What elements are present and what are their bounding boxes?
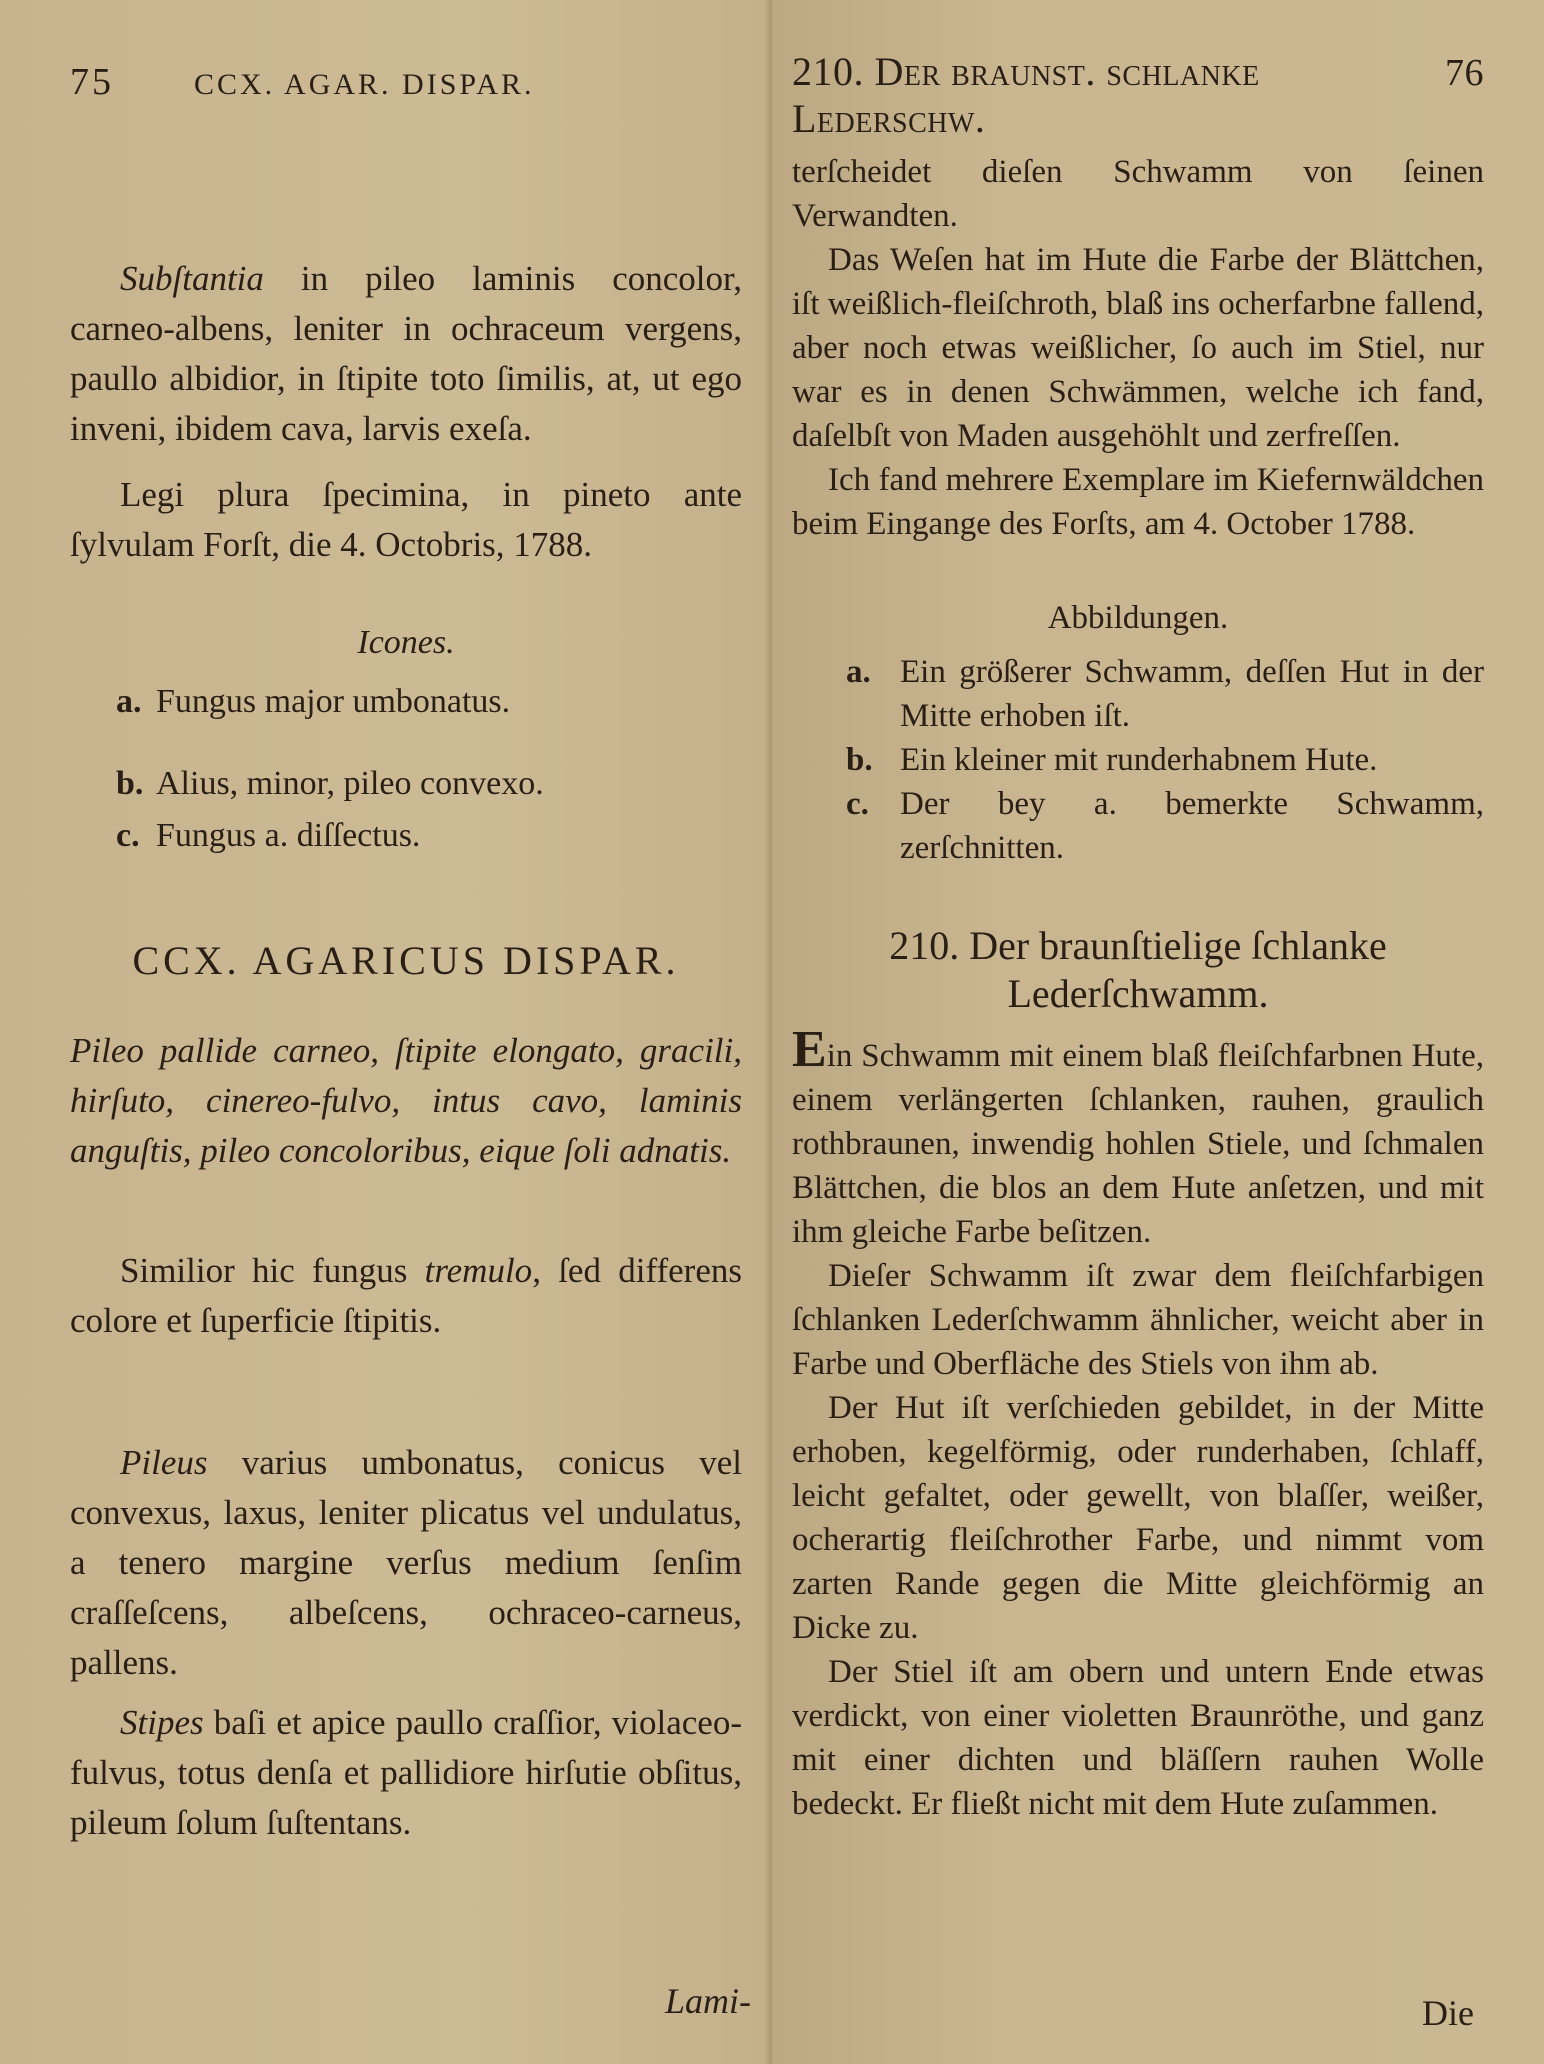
stipes-term: Stipes [120, 1703, 204, 1742]
right-catchword: Die [1422, 1993, 1474, 2033]
right-section-title: 210. Der braunſtielige ſchlanke Lederſchwamm. [889, 923, 1387, 1016]
abbildungen-letter: a. [846, 654, 871, 690]
abbildungen-text: Der bey a. bemerkte Schwamm, zerſchnitten. [900, 786, 1484, 866]
pileus-paragraph [70, 1438, 742, 1688]
icones-list [70, 676, 742, 862]
icones-letter: a. [116, 683, 142, 720]
similior-term: tremulo [424, 1251, 533, 1290]
icones-item [116, 810, 742, 862]
icones-title: Icones. [357, 624, 455, 661]
abbildungen-letter: c. [846, 786, 869, 822]
intro-continuation: terſcheidet dieſen Schwamm von ſeinen Verwandten. [792, 154, 1484, 234]
left-running-head: CCX. AGAR. DISPAR. [194, 68, 535, 101]
stiel-paragraph: Der Stiel iſt am obern und untern Ende etwas verdickt, von einer violetten Braunröthe, und ganz mit einer dichten und bläſſern rauhen Wolle bedeckt. Er fließt nicht mit dem Hute zuſammen. [792, 1654, 1484, 1822]
icones-text: Alius, minor, pileo convexo. [156, 765, 544, 802]
left-page-number: 75 [70, 61, 114, 103]
right-page-number: 76 [1445, 52, 1484, 94]
right-running-header [792, 48, 1484, 142]
drop-initial: E [792, 1021, 827, 1078]
stipes-paragraph [70, 1698, 742, 1848]
diagnosis-paragraph: Pileo pallide carneo, ſtipite elongato, gracili, hirſuto, cinereo-fulvo, intus cavo, laminis anguſtis, pileo concoloribus, eique ſoli adnatis. [70, 1031, 742, 1170]
similior-post: , ſed differens colore et ſuperficie ſtipitis. [70, 1251, 742, 1340]
description-paragraph [792, 1021, 1484, 1254]
abbildungen-item [846, 738, 1484, 782]
similior-paragraph [70, 1246, 742, 1346]
icones-text: Fungus major umbonatus. [156, 683, 511, 720]
icones-item [116, 758, 742, 810]
abbildungen-letter: b. [846, 742, 873, 778]
substantia-paragraph [70, 254, 742, 454]
fand-paragraph: Ich fand mehrere Exemplare im Kiefernwäldchen beim Eingange des Forſts, am 4. October 1788. [792, 462, 1484, 542]
substantia-text: in pileo laminis concolor, carneo-albens, leniter in ochraceum vergens, paullo albidior, in ſtipite toto ſimilis, at, ut ego inveni, ibidem cava, larvis exeſa. [70, 259, 742, 448]
hut-paragraph: Der Hut iſt verſchieden gebildet, in der Mitte erhoben, kegelförmig, oder runderhaben, ſchlaff, leicht gefaltet, oder gewellt, von blaſſer, weißer, ocherartig fleiſchrother Farbe, und nimmt vom zarten Rande gegen die Mitte gleichförmig an Dicke zu. [792, 1390, 1484, 1646]
icones-letter: b. [116, 765, 144, 802]
left-running-header [70, 60, 742, 104]
abbildungen-title: Abbildungen. [1047, 600, 1229, 636]
right-running-head: 210. Der braunſt. ſchlanke Lederſchw. [792, 49, 1260, 141]
abbildungen-list [792, 650, 1484, 870]
wesen-paragraph: Das Weſen hat im Hute die Farbe der Blättchen, iſt weißlich-fleiſchroth, blaß ins ocherfarbne fallend, aber noch etwas weißlicher, ſo auch im Stiel, nur war es in denen Schwämmen, welche ich fand, daſelbſt von Maden ausgehöhlt und zerfreſſen. [792, 242, 1484, 454]
pileus-text: varius umbonatus, conicus vel convexus, laxus, leniter plicatus vel undulatus, a tenero margine verſus medium ſenſim craſſeſcens, albeſcens, ochraceo-carneus, pallens. [70, 1443, 742, 1682]
left-catchword: Lami- [665, 1981, 752, 2021]
abbildungen-text: Ein größerer Schwamm, deſſen Hut in der Mitte erhoben iſt. [900, 654, 1484, 734]
substantia-term: Subſtantia [120, 259, 264, 298]
legi-paragraph: Legi plura ſpecimina, in pineto ante ſylvulam Forſt, die 4. Octobris, 1788. [70, 475, 742, 564]
abbildungen-item [846, 650, 1484, 738]
left-body [70, 254, 742, 1848]
right-page [772, 0, 1544, 2064]
abbildungen-text: Ein kleiner mit runderhabnem Hute. [900, 742, 1378, 778]
left-section-title: CCX. AGARICUS DISPAR. [132, 938, 680, 983]
description-text: in Schwamm mit einem blaß fleiſchfarbnen Hute, einem verlängerten ſchlanken, rauhen, graulich rothbraunen, inwendig hohlen Stiele, und ſchmalen Blättchen, die blos an dem Hute anſetzen, und mit ihm gleiche Farbe beſitzen. [792, 1038, 1484, 1250]
abbildungen-item [846, 782, 1484, 870]
icones-letter: c. [116, 817, 140, 854]
stipes-text: baſi et apice paullo craſſior, violaceo-fulvus, totus denſa et pallidiore hirſutie obſitus, pileum ſolum ſuſtentans. [70, 1703, 742, 1842]
similior-pre: Similior hic fungus [120, 1251, 425, 1290]
right-body [792, 150, 1484, 1826]
icones-item [116, 676, 742, 728]
pileus-term: Pileus [120, 1443, 208, 1482]
icones-text: Fungus a. diſſectus. [156, 817, 421, 854]
dieser-paragraph: Dieſer Schwamm iſt zwar dem fleiſchfarbigen ſchlanken Lederſchwamm ähnlicher, weicht aber in Farbe und Oberfläche des Stiels von ihm ab. [792, 1258, 1484, 1382]
